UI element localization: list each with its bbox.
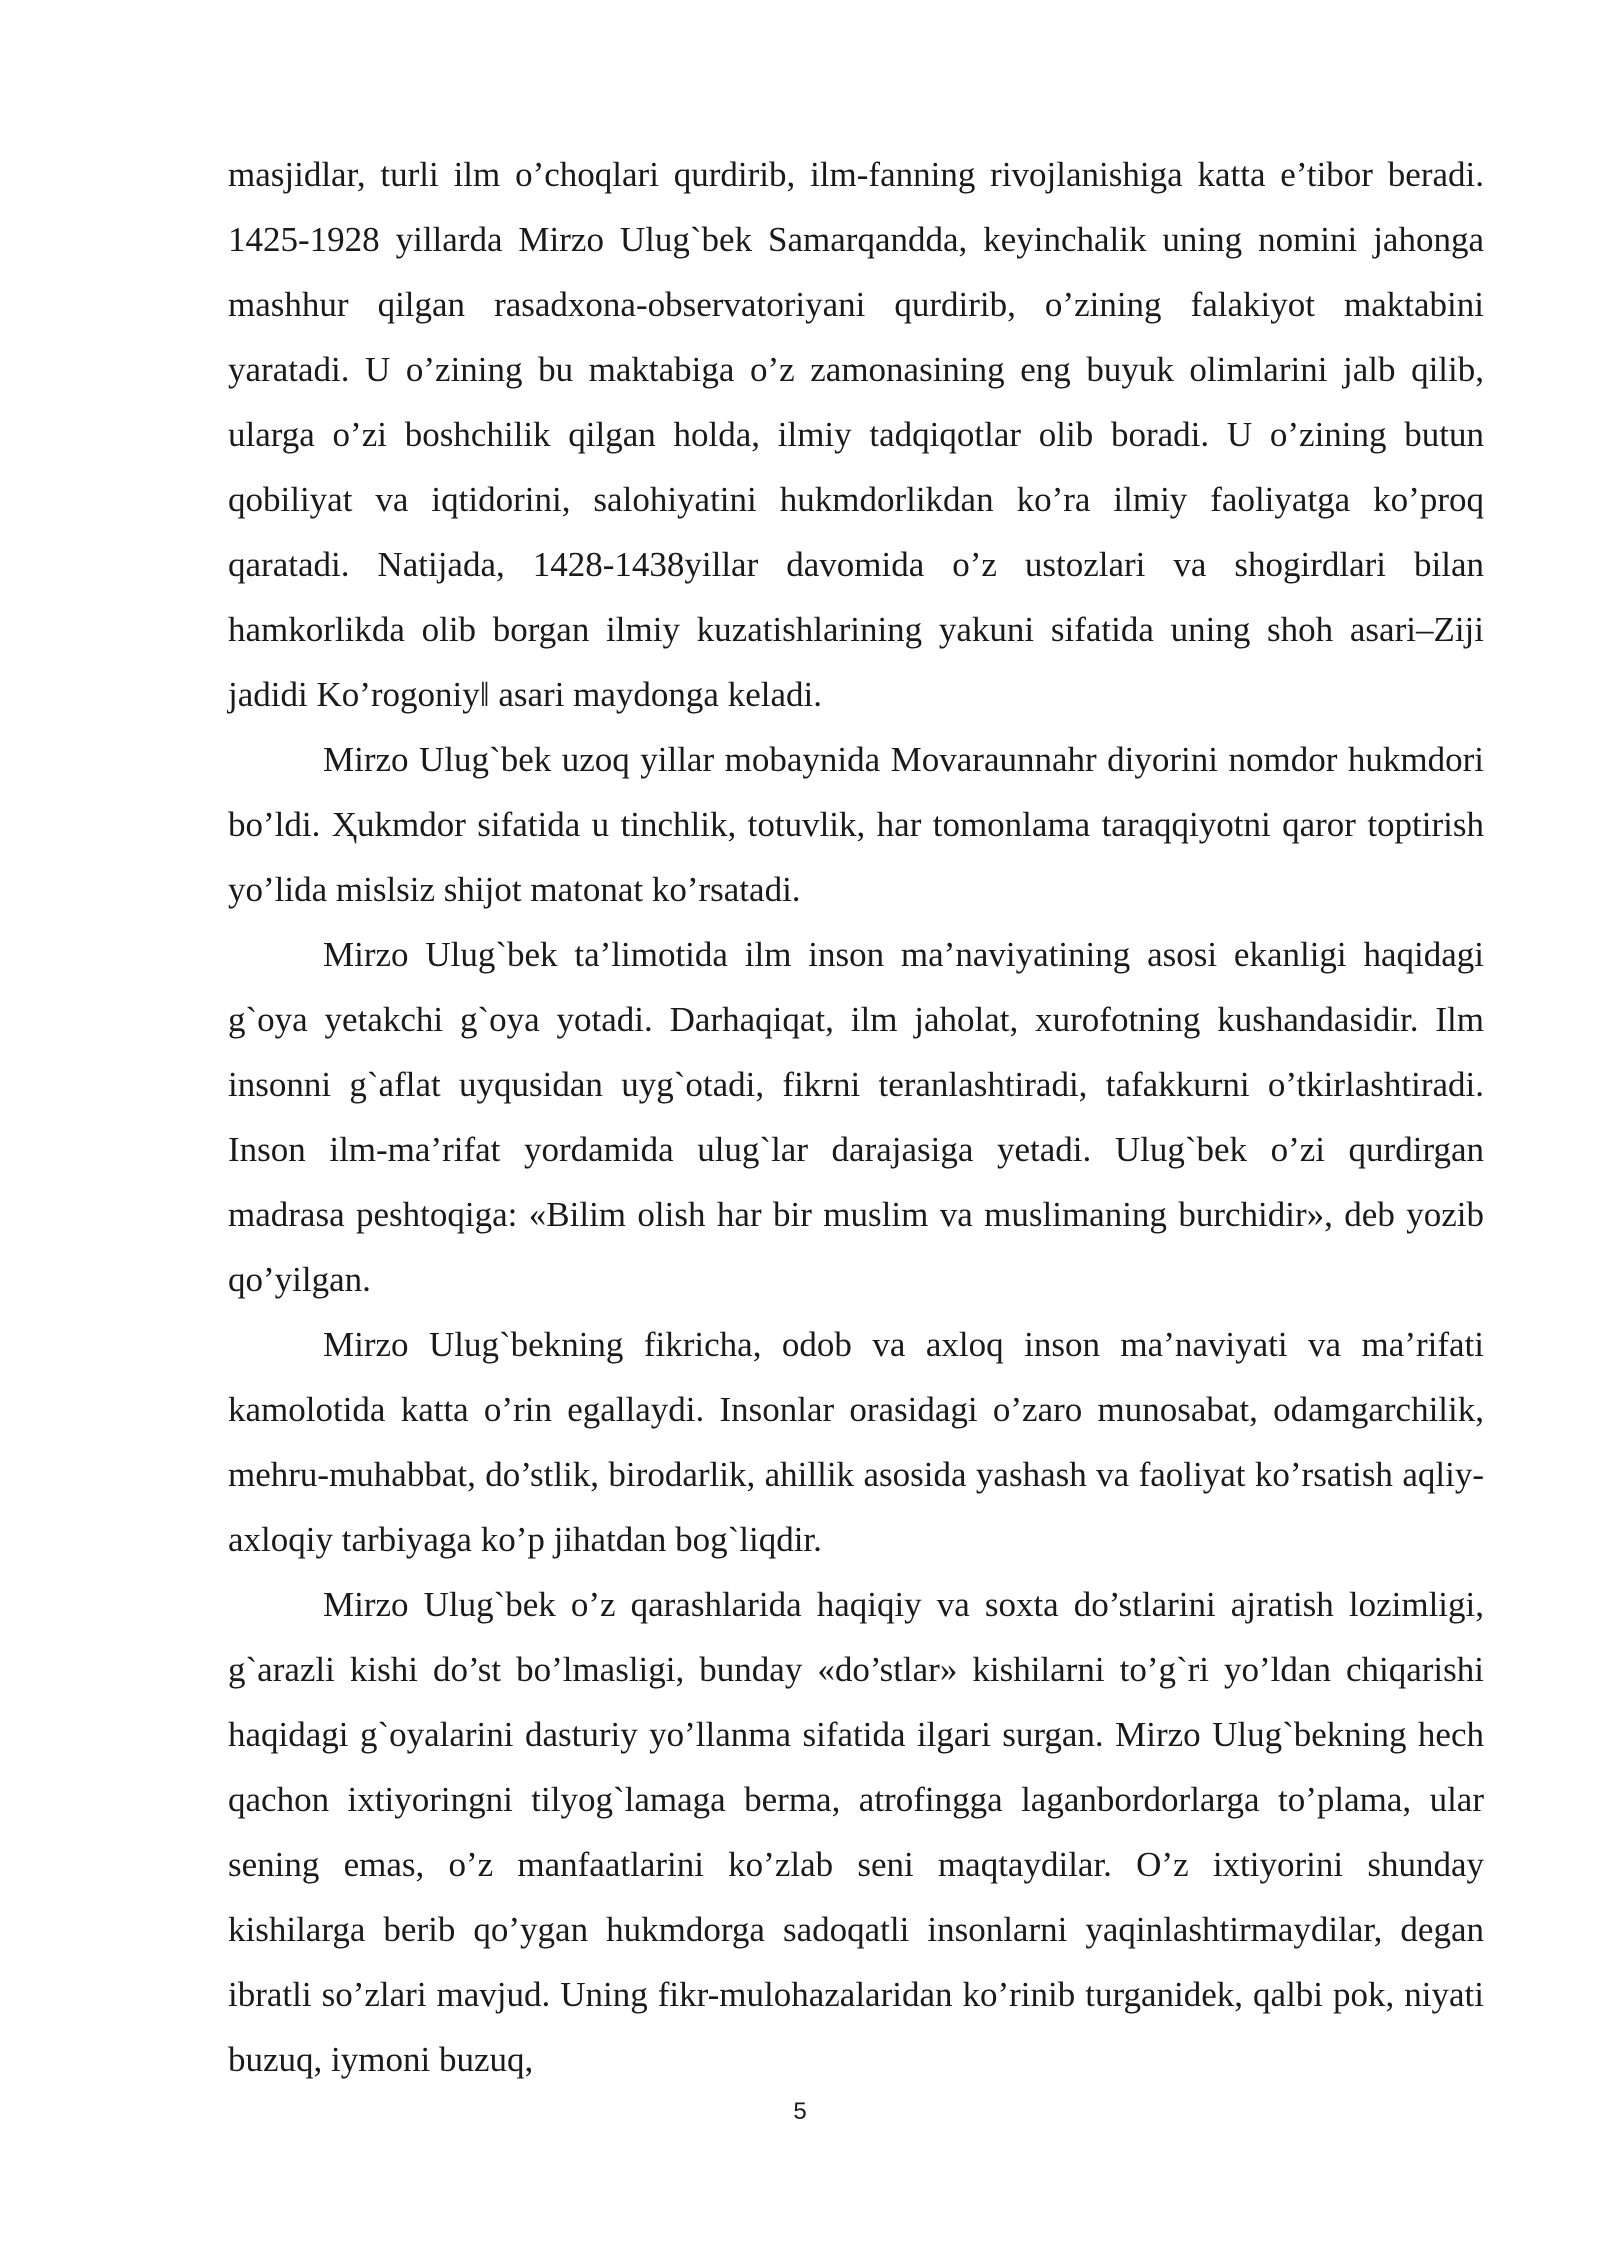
page-number: 5: [793, 2098, 807, 2125]
paragraph-5: Mirzo Ulug`bek o’z qarashlarida haqiqiy va soxta do’stlarini ajratish lozimligi, g`arazli kishi do’st bo’lmasligi, bunday «do’stlar» kishilarni to’g`ri yo’ldan chiqarishi haqidagi g`oyalarini dasturiy yo’llanma sifatida ilgari surgan. Mirzo Ulug`bekning hech qachon ixtiyoringni tilyog`lamaga berma, atrofingga laganbordorlarga to’plama, ular sening emas, o’z manfaatlarini ko’zlab seni maqtaydilar. O’z ixtiyorini shunday kishilarga berib qo’ygan hukmdorga sadoqatli insonlarni yaqinlashtirmaydilar, degan ibratli so’zlari mavjud. Uning fikr-mulohazalaridan ko’rinib turganidek, qalbi pok, niyati buzuq, iymoni buzuq,: [228, 1585, 1484, 2079]
paragraph-3: Mirzo Ulug`bek ta’limotida ilm inson ma’naviyatining asosi ekanligi haqidagi g`oya yetakchi g`oya yotadi. Darhaqiqat, ilm jaholat, xurofotning kushandasidir. Ilm insonni g`aflat uyqusidan uyg`otadi, fikrni teranlashtiradi, tafakkurni o’tkirlashtiradi. Inson ilm-ma’rifat yordamida ulug`lar darajasiga yetadi. Ulug`bek o’zi qurdirgan madrasa peshtoqiga: «Bilim olish har bir muslim va muslimaning burchidir», deb yozib qo’yilgan.: [228, 935, 1484, 1299]
paragraph-1: masjidlar, turli ilm o’choqlari qurdirib, ilm-fanning rivojlanishiga katta e’tibor beradi. 1425-1928 yillarda Mirzo Ulug`bek Samarqandda, keyinchalik uning nomini jahonga mashhur qilgan rasadxona-observatoriyani qurdirib, o’zining falakiyot maktabini yaratadi. U o’zining bu maktabiga o’z zamonasining eng buyuk olimlarini jalb qilib, ularga o’zi boshchilik qilgan holda, ilmiy tadqiqotlar olib boradi. U o’zining butun qobiliyat va iqtidorini, salohiyatini hukmdorlikdan ko’ra ilmiy faoliyatga ko’proq qaratadi. Natijada, 1428-1438yillar davomida o’z ustozlari va shogirdlari bilan hamkorlikda olib borgan ilmiy kuzatishlarining yakuni sifatida uning shoh asari–Ziji jadidi Ko’rogoniy‖ asari maydonga keladi.: [228, 155, 1484, 714]
paragraph-4: Mirzo Ulug`bekning fikricha, odob va axloq inson ma’naviyati va ma’rifati kamolotida katta o’rin egallaydi. Insonlar orasidagi o’zaro munosabat, odamgarchilik, mehru-muhabbat, do’stlik, birodarlik, ahillik asosida yashash va faoliyat ko’rsatish aqliy-axloqiy tarbiyaga ko’p jihatdan bog`liqdir.: [228, 1325, 1484, 1559]
document-body: [228, 142, 1484, 2092]
paragraph-2: Mirzo Ulug`bek uzoq yillar mobaynida Movaraunnahr diyorini nomdor hukmdori bo’ldi. Ҳukmdor sifatida u tinchlik, totuvlik, har tomonlama taraqqiyotni qaror toptirish yo’lida mislsiz shijot matonat ko’rsatadi.: [228, 740, 1484, 909]
